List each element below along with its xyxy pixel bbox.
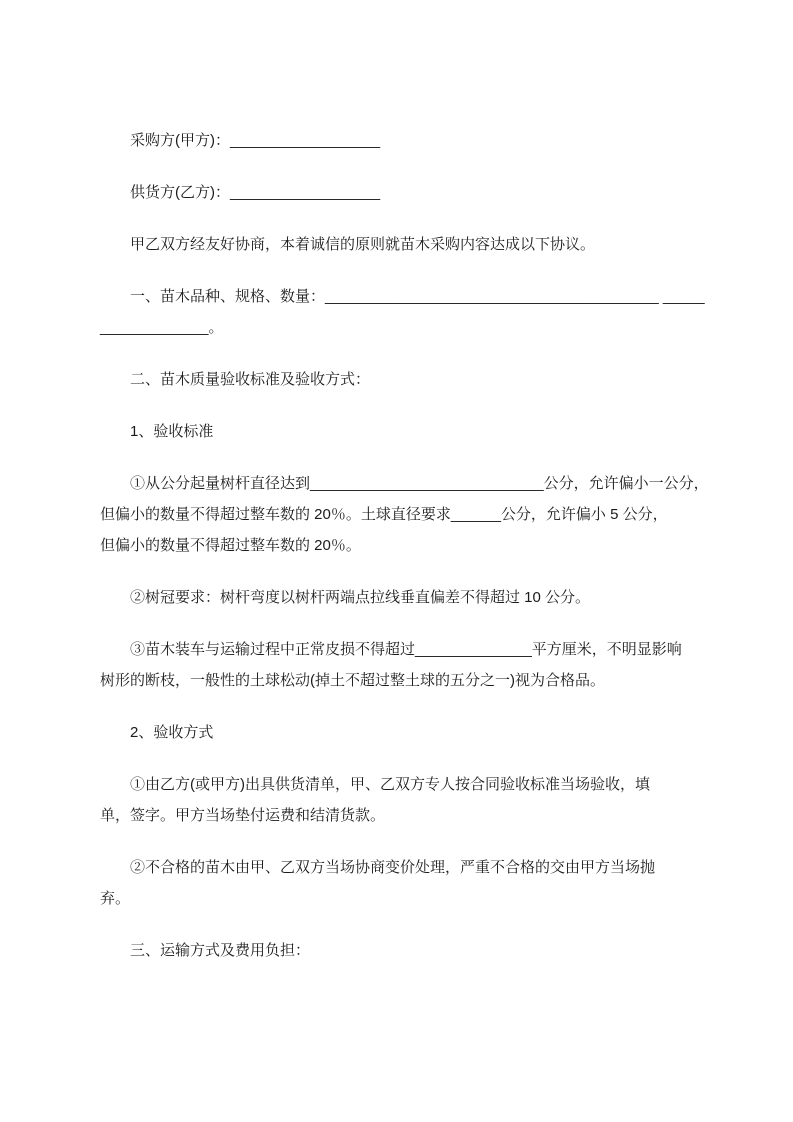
clause-1-item-2-line: ②树冠要求：树杆弯度以树杆两端点拉线垂直偏差不得超过 10 公分。 xyxy=(130,589,591,606)
section-3-heading-line: 三、运输方式及费用负担： xyxy=(130,942,311,959)
paragraph-preamble xyxy=(100,229,700,260)
paragraph-section-3-heading xyxy=(100,935,700,966)
clause-1-item-1-line-1: ①从公分起量树杆直径达到____________________________公分，允许偏小一公分， xyxy=(130,475,709,492)
paragraph-clause-1-item-1 xyxy=(100,468,709,561)
section-2-heading-line: 二、苗木质量验收标准及验收方式： xyxy=(130,371,371,388)
paragraph-clause-1-item-2 xyxy=(100,582,700,613)
paragraph-section-2-heading xyxy=(100,364,700,395)
clause-1-item-3-line-1: ③苗木装车与运输过程中正常皮损不得超过______________平方厘米，不明显影响 xyxy=(130,641,682,658)
party-buyer-line: 采购方(甲方)：__________________ xyxy=(130,132,381,149)
clause-1-item-1-line-3: 但偏小的数量不得超过整车数的 20％。 xyxy=(100,537,361,554)
paragraph-clause-1-heading xyxy=(100,416,700,447)
party-supplier-line: 供货方(乙方)：__________________ xyxy=(130,184,381,201)
clause-1-item-1-line-2: 但偏小的数量不得超过整车数的 20％。土球直径要求______公分，允许偏小 5 公分， xyxy=(100,506,668,523)
clause-2-item-1-line-2: 单，签字。甲方当场垫付运费和结清货款。 xyxy=(100,807,386,824)
clause-2-item-2-line-1: ②不合格的苗木由甲、乙双方当场协商变价处理，严重不合格的交由甲方当场抛 xyxy=(130,859,656,876)
paragraph-party-supplier xyxy=(100,177,700,208)
clause-2-item-2-line-2: 弃。 xyxy=(100,890,131,907)
clause-1-item-3-line-2: 树形的断枝，一般性的土球松动(掉土不超过整土球的五分之一)视为合格品。 xyxy=(100,672,605,689)
paragraph-clause-2-item-2 xyxy=(100,852,700,914)
section-1-line-2: _____________。 xyxy=(100,319,224,336)
paragraph-clause-2-item-1 xyxy=(100,769,700,831)
paragraph-clause-2-heading xyxy=(100,717,700,748)
clause-2-item-1-line-1: ①由乙方(或甲方)出具供货清单，甲、乙双方专人按合同验收标准当场验收，填 xyxy=(130,776,650,793)
paragraph-party-buyer xyxy=(100,125,700,156)
paragraph-section-1 xyxy=(100,281,705,343)
preamble-line: 甲乙双方经友好协商，本着诚信的原则就苗木采购内容达成以下协议。 xyxy=(130,236,596,253)
section-1-line-1: 一、苗木品种、规格、数量：________________________________________ _____ xyxy=(130,288,705,305)
clause-1-heading-line: 1、验收标准 xyxy=(130,423,214,440)
clause-2-heading-line: 2、验收方式 xyxy=(130,724,214,741)
paragraph-clause-1-item-3 xyxy=(100,634,700,696)
